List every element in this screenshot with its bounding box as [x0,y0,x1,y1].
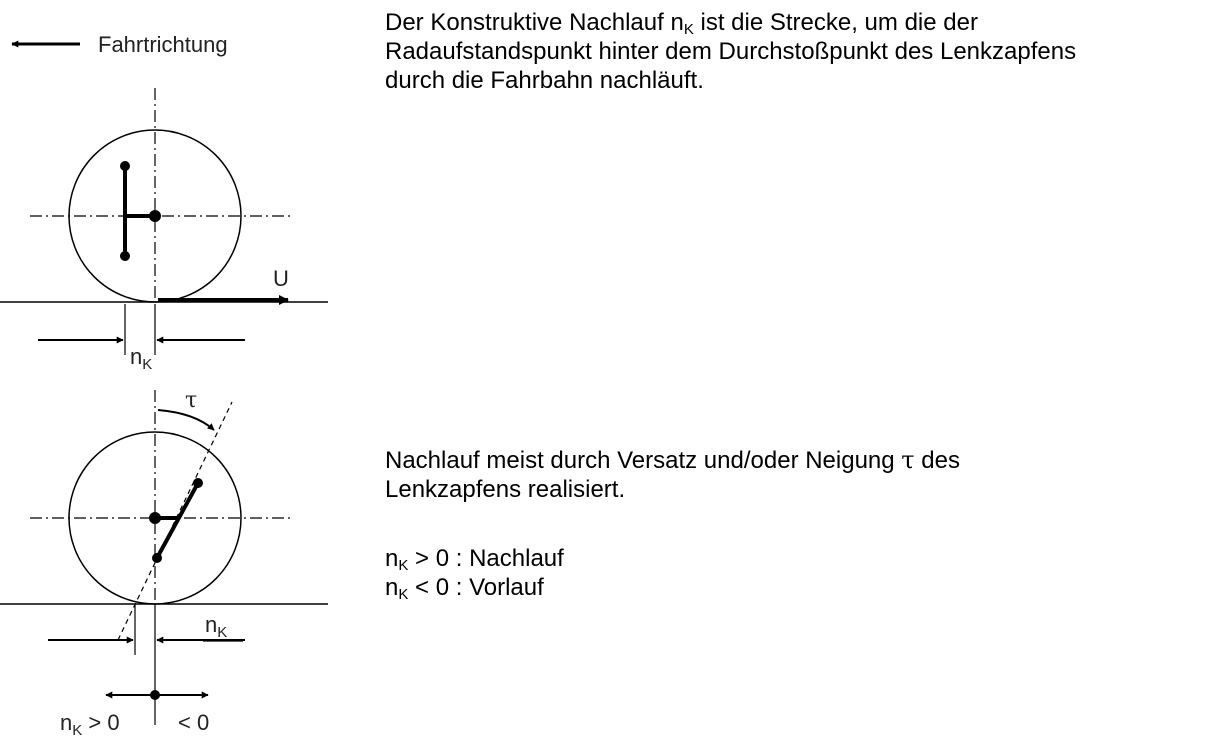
direction-indicator [12,32,228,57]
tau-label: τ [185,388,198,413]
nk-positive-label: $n_K > 0$ [60,710,120,739]
kingpin-bottom-point [120,251,130,261]
kingpin-top-point [193,478,203,488]
wheel-center-point [149,512,161,524]
lower-wheel-diagram [0,388,328,739]
definition-line-2: Radaufstandspunkt hinter dem Durchstoßpunkt des Lenkzapfens [385,38,1077,65]
sign-origin-point [150,690,160,700]
definition-paragraph [385,8,1220,95]
nachlauf-line: $n_K > 0$ : Nachlauf [385,545,564,574]
realization-line-1: Nachlauf meist durch Versatz und/oder Neigung τ des [385,446,960,474]
direction-label: Fahrtrichtung [98,32,228,57]
force-label: U [273,266,289,291]
upper-wheel-diagram [0,88,328,373]
tau-angle-arc [158,410,214,430]
nk-label: $n_K$ [130,344,153,373]
definition-line-1: Der Konstruktive Nachlauf $n_K$ ist die Strecke, um die der [385,9,978,38]
realization-paragraph [385,446,1220,504]
sign-convention [385,544,1220,602]
definition-line-3: durch die Fahrbahn nachläuft. [385,67,704,94]
nk-label: $n_K$ [205,612,228,641]
wheel-center-point [149,210,161,222]
nachlauf-diagram [0,0,340,742]
realization-line-2: Lenkzapfens realisiert. [385,476,626,503]
kingpin-axis [157,483,198,558]
nk-negative-label: < 0 [178,710,210,735]
kingpin-top-point [120,161,130,171]
vorlauf-line: $n_K < 0$ : Vorlauf [385,574,544,603]
kingpin-bottom-point [152,553,162,563]
